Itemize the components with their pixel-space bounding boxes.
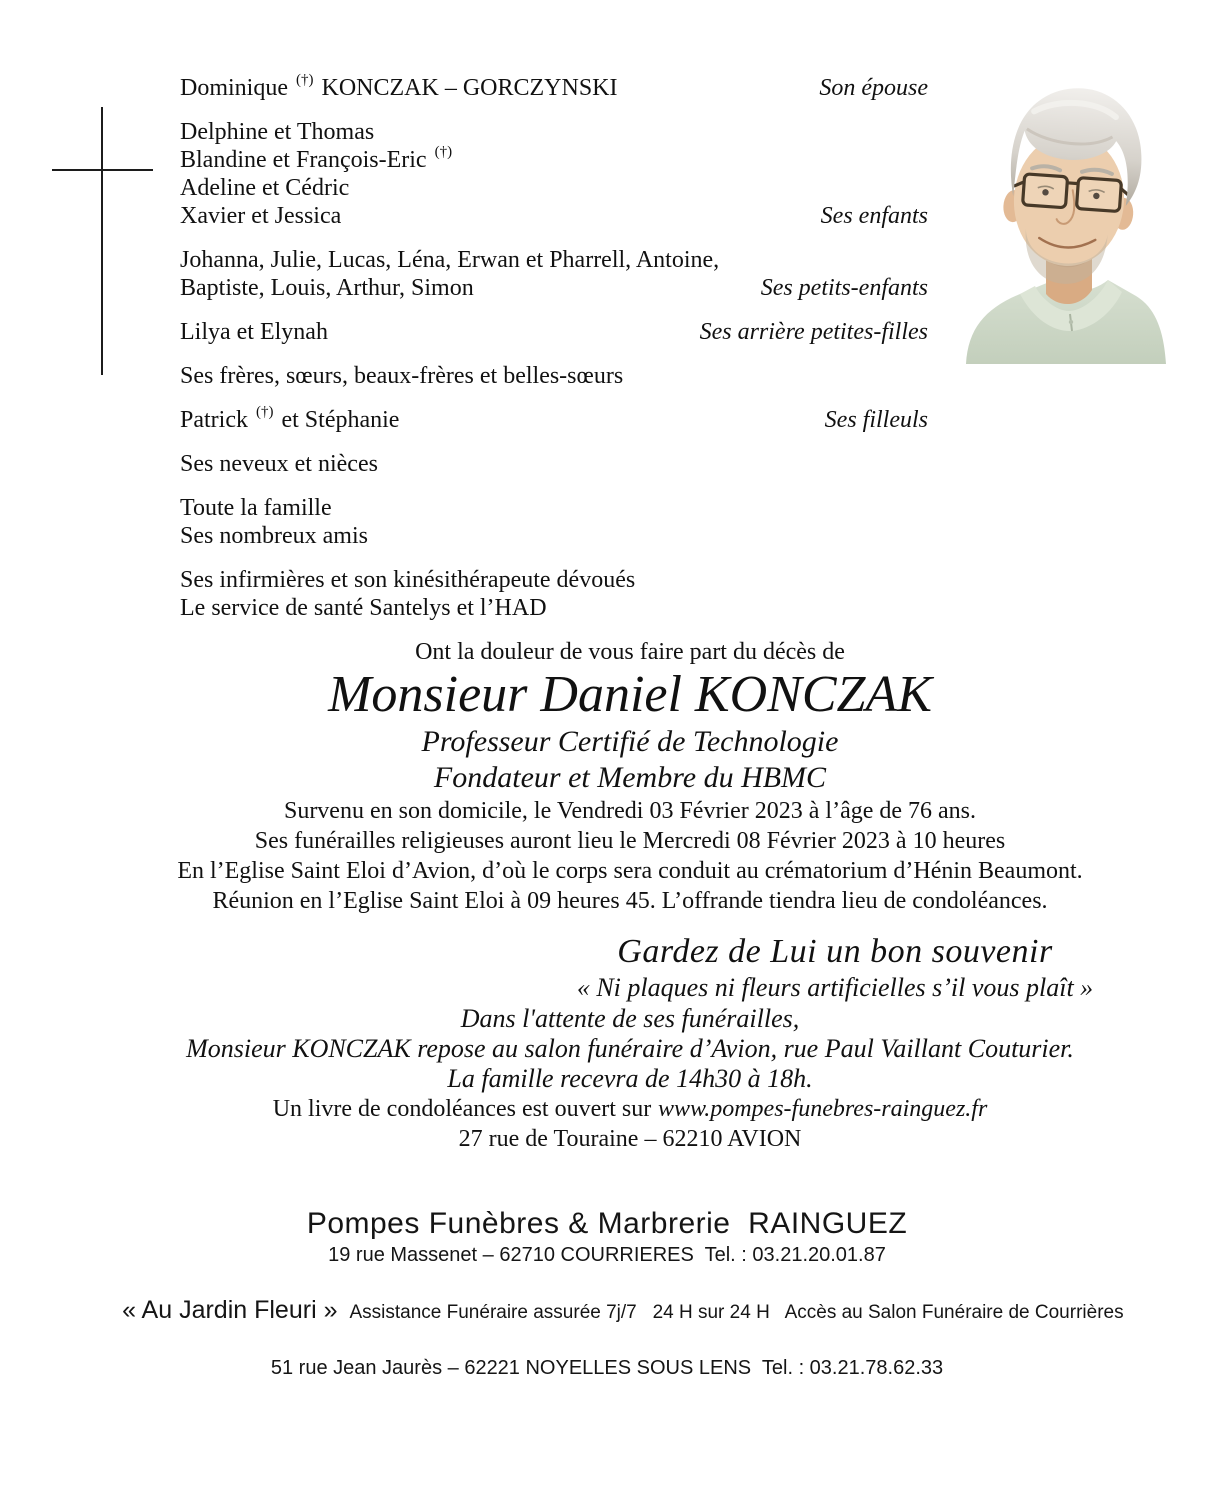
condolence-book-url: www.pompes-funebres-rainguez.fr xyxy=(657,1096,988,1122)
family-row xyxy=(180,146,928,174)
family-member-names: Blandine et François-Eric (†) xyxy=(180,144,453,173)
family-row xyxy=(180,566,928,594)
family-group xyxy=(180,406,928,434)
family-group xyxy=(180,246,928,302)
deceased-title-2: Fondateur et Membre du HBMC xyxy=(433,761,827,794)
funeral-home-address-2: 51 rue Jean Jaurès – 62221 NOYELLES SOUS LENS Tel. : 03.21.78.62.33 xyxy=(270,1357,944,1379)
funeral-home-footer xyxy=(0,1206,1214,1381)
relation-label: Ses enfants xyxy=(820,203,928,229)
death-notice: Survenu en son domicile, le Vendredi 03 Février 2023 à l’âge de 76 ans. xyxy=(283,798,977,824)
family-group xyxy=(180,318,928,346)
family-row xyxy=(180,246,928,274)
condolence-book-line xyxy=(170,1094,1090,1124)
family-row xyxy=(180,318,928,346)
family-row xyxy=(180,202,928,230)
family-group xyxy=(180,450,928,478)
family-row xyxy=(180,522,928,550)
family-member-names: Baptiste, Louis, Arthur, Simon xyxy=(180,275,474,301)
family-row xyxy=(180,594,928,622)
family-member-names: Patrick (†) et Stéphanie xyxy=(180,404,400,433)
family-group xyxy=(180,494,928,550)
wake-section xyxy=(170,1004,1090,1154)
family-list xyxy=(180,0,928,622)
family-row xyxy=(180,362,928,390)
funeral-home-address-1: 19 rue Massenet – 62710 COURRIERES Tel. : 03.21.20.01.87 xyxy=(328,1244,886,1266)
family-member-names: Ses nombreux amis xyxy=(180,523,368,549)
family-member-names: Ses frères, sœurs, beaux-frères et belles-sœurs xyxy=(180,363,624,389)
condolence-book-text: Un livre de condoléances est ouvert sur xyxy=(272,1096,652,1122)
family-member-names: Xavier et Jessica xyxy=(180,203,342,229)
family-row xyxy=(180,174,928,202)
family-group xyxy=(180,362,928,390)
family-member-names: Adeline et Cédric xyxy=(180,175,350,201)
dagger-icon: (†) xyxy=(255,404,274,420)
wake-line-2: Monsieur KONCZAK repose au salon funéraire d’Avion, rue Paul Vaillant Couturier. xyxy=(186,1034,1074,1063)
relation-label: Ses petits-enfants xyxy=(760,275,928,301)
remembrance-block xyxy=(485,932,1185,1004)
family-member-names: Dominique (†) KONCZAK – GORCZYNSKI xyxy=(180,72,618,101)
funeral-info-2: En l’Eglise Saint Eloi d’Avion, d’où le corps sera conduit au crématorium d’Hénin Beaumont. xyxy=(177,858,1083,884)
no-flowers-note: « Ni plaques ni fleurs artificielles s’il vous plaît » xyxy=(576,973,1094,1002)
dagger-icon: (†) xyxy=(434,144,453,160)
family-member-names: Le service de santé Santelys et l’HAD xyxy=(180,595,547,621)
remembrance-quote: Gardez de Lui un bon souvenir xyxy=(617,933,1053,970)
salon-address: 27 rue de Touraine – 62210 AVION xyxy=(458,1126,802,1152)
deceased-title-1: Professeur Certifié de Technologie xyxy=(421,725,839,758)
family-row xyxy=(180,406,928,434)
relation-label: Son épouse xyxy=(819,75,928,101)
footer-services-line xyxy=(0,1268,1214,1355)
assistance-text: Assistance Funéraire assurée 7j/7 24 H sur 24 H Accès au Salon Funéraire de Courrières xyxy=(349,1302,1124,1323)
family-member-names: Delphine et Thomas xyxy=(180,119,375,145)
portrait-photo xyxy=(958,70,1168,364)
family-row xyxy=(180,118,928,146)
family-group xyxy=(180,566,928,622)
family-group xyxy=(180,118,928,230)
family-row xyxy=(180,450,928,478)
funeral-info-1: Ses funérailles religieuses auront lieu le Mercredi 08 Février 2023 à 10 heures xyxy=(254,828,1006,854)
meeting-info: Réunion en l’Eglise Saint Eloi à 09 heures 45. L’offrande tiendra lieu de condoléances. xyxy=(212,888,1048,914)
jardin-fleuri-label: « Au Jardin Fleuri » xyxy=(122,1296,338,1324)
family-member-names: Toute la famille xyxy=(180,495,332,521)
funeral-home-name: Pompes Funèbres & Marbrerie RAINGUEZ xyxy=(306,1207,908,1240)
family-row xyxy=(180,274,928,302)
announcement-intro: Ont la douleur de vous faire part du décès de xyxy=(415,639,845,665)
wake-line-1: Dans l'attente de ses funérailles, xyxy=(460,1004,800,1033)
relation-label: Ses filleuls xyxy=(824,407,928,433)
family-member-names: Lilya et Elynah xyxy=(180,319,328,345)
dagger-icon: (†) xyxy=(296,72,314,88)
relation-label: Ses arrière petites-filles xyxy=(699,319,928,345)
wake-line-3: La famille recevra de 14h30 à 18h. xyxy=(447,1064,813,1093)
family-member-names: Ses infirmières et son kinésithérapeute dévoués xyxy=(180,567,636,593)
family-row xyxy=(180,494,928,522)
announcement-section xyxy=(170,638,1090,916)
family-member-names: Ses neveux et nièces xyxy=(180,451,378,477)
memorial-cross-icon xyxy=(42,100,162,390)
deceased-name: Monsieur Daniel KONCZAK xyxy=(328,666,932,723)
family-group xyxy=(180,74,928,102)
family-row xyxy=(180,74,928,102)
family-member-names: Johanna, Julie, Lucas, Léna, Erwan et Pharrell, Antoine, xyxy=(180,247,720,273)
